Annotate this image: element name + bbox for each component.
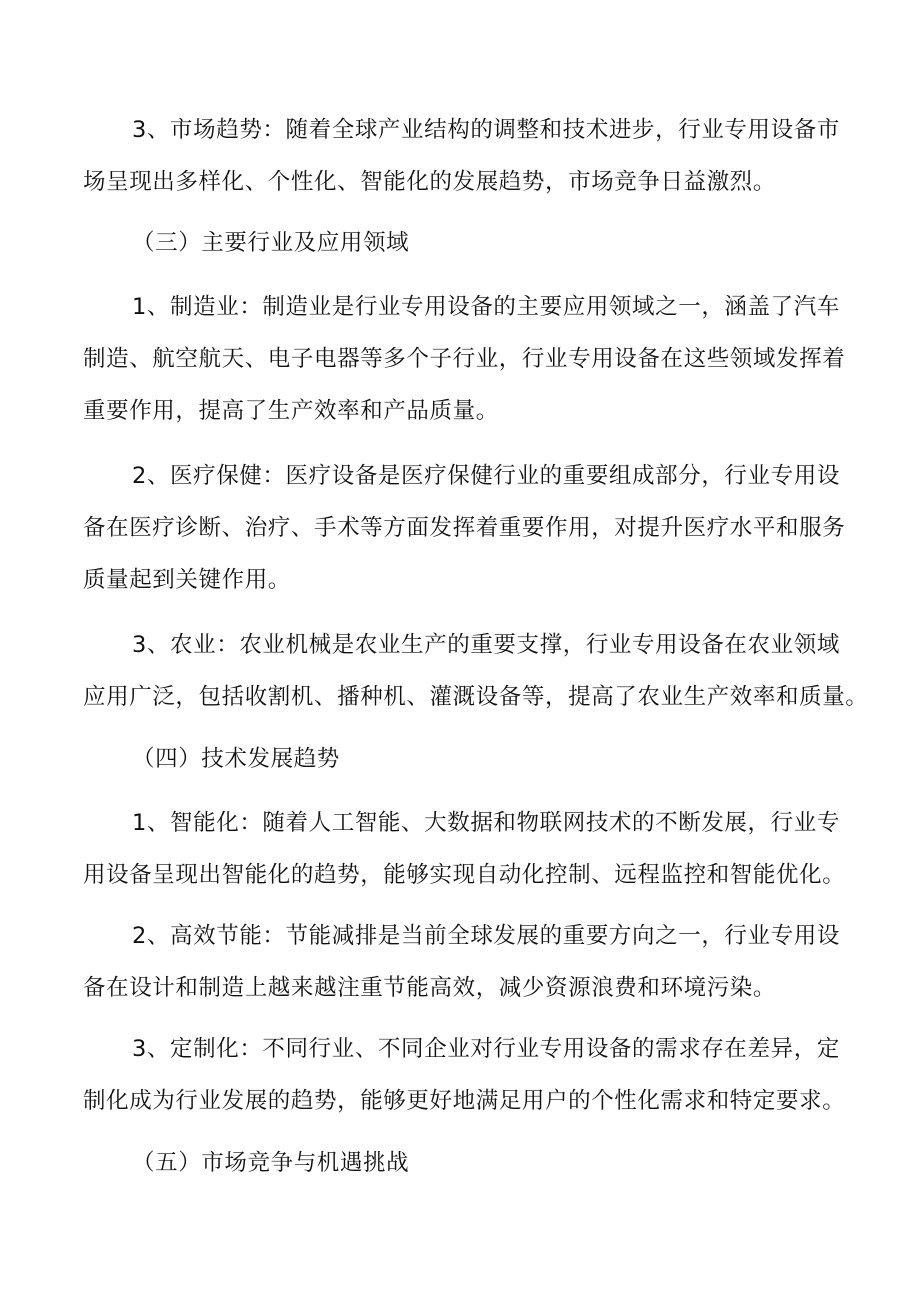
section-heading-main-industries: （三）主要行业及应用领域: [132, 230, 410, 256]
paragraph-intelligent: [83, 797, 846, 901]
paragraph-line: 备在医疗诊断、治疗、手术等方面发挥着重要作用，对提升医疗水平和服务: [83, 515, 846, 541]
paragraph-line: 3、市场趋势：随着全球产业结构的调整和技术进步，行业专用设备市: [132, 117, 840, 143]
paragraph-line: 2、医疗保健：医疗设备是医疗保健行业的重要组成部分，行业专用设: [132, 463, 840, 489]
paragraph-line: 制化成为行业发展的趋势，能够更好地满足用户的个性化需求和特定要求。: [83, 1088, 846, 1114]
paragraph-energy-efficiency: [83, 910, 840, 1014]
paragraph-healthcare: [83, 450, 846, 606]
paragraph-line: 备在设计和制造上越来越注重节能高效，减少资源浪费和环境污染。: [83, 975, 777, 1001]
paragraph-line: 制造、航空航天、电子电器等多个子行业，行业专用设备在这些领域发挥着: [83, 346, 846, 372]
paragraph-customization: [83, 1023, 846, 1127]
paragraph-line: 3、定制化：不同行业、不同企业对行业专用设备的需求存在差异，定: [132, 1036, 840, 1062]
paragraph-line: 应用广泛，包括收割机、播种机、灌溉设备等，提高了农业生产效率和质量。: [83, 684, 869, 710]
section-heading-tech-trends: （四）技术发展趋势: [132, 746, 340, 772]
paragraph-line: 用设备呈现出智能化的趋势，能够实现自动化控制、远程监控和智能优化。: [83, 862, 846, 888]
paragraph-line: 1、制造业：制造业是行业专用设备的主要应用领域之一，涵盖了汽车: [132, 294, 840, 320]
paragraph-agriculture: [83, 619, 869, 723]
paragraph-manufacturing: [83, 281, 846, 437]
paragraph-line: 2、高效节能：节能减排是当前全球发展的重要方向之一，行业专用设: [132, 923, 840, 949]
paragraph-line: 重要作用，提高了生产效率和产品质量。: [83, 398, 499, 424]
paragraph-market-trend: [83, 104, 840, 208]
paragraph-line: 1、智能化：随着人工智能、大数据和物联网技术的不断发展，行业专: [132, 810, 840, 836]
section-heading-competition: （五）市场竞争与机遇挑战: [132, 1150, 410, 1176]
paragraph-line: 质量起到关键作用。: [83, 567, 291, 593]
paragraph-line: 场呈现出多样化、个性化、智能化的发展趋势，市场竞争日益激烈。: [83, 169, 777, 195]
paragraph-line: 3、农业：农业机械是农业生产的重要支撑，行业专用设备在农业领域: [132, 632, 840, 658]
